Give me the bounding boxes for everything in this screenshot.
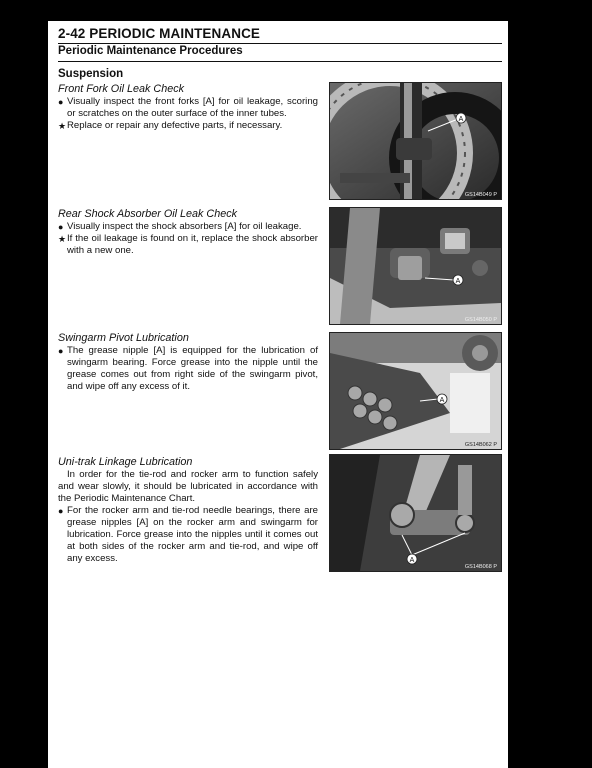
list-item xyxy=(58,233,318,257)
callout-a: A xyxy=(409,557,415,564)
unitrak-photo xyxy=(329,454,502,572)
list-item xyxy=(58,221,318,233)
rear-shock-section xyxy=(58,208,318,257)
front-fork-photo xyxy=(329,82,502,200)
section-heading: Uni-trak Linkage Lubrication xyxy=(58,456,193,468)
section-title: Suspension xyxy=(58,68,124,80)
unitrak-section xyxy=(58,456,318,565)
section-heading: Rear Shock Absorber Oil Leak Check xyxy=(58,208,238,220)
swingarm-photo xyxy=(329,332,502,450)
figure-code: GS14B049 P xyxy=(464,192,497,198)
page-title: 2-42 PERIODIC MAINTENANCE xyxy=(58,26,261,41)
section-heading: Front Fork Oil Leak Check xyxy=(58,83,185,95)
item-text: For the rocker arm and tie-rod needle bearings, there are grease nipples [A] on the rocker arm and swingarm for lubrication. Force grease into the nipples until it comes out at both sides of the rocker arm and tie-rod, and wipe off any excess. xyxy=(67,505,318,564)
front-fork-section xyxy=(58,83,318,132)
callout-a: A xyxy=(458,116,464,123)
list-item xyxy=(58,505,318,565)
item-text: Replace or repair any defective parts, if necessary. xyxy=(67,120,283,131)
star-icon: ★ xyxy=(58,234,67,244)
section-heading: Swingarm Pivot Lubrication xyxy=(58,332,189,344)
swingarm-section xyxy=(58,332,318,393)
figure-code: GS14B062 P xyxy=(464,442,497,448)
bullet-icon: ● xyxy=(58,97,64,107)
star-icon: ★ xyxy=(58,121,67,131)
item-text: The grease nipple [A] is equipped for the lubrication of swingarm bearing. Force grease into the nipple until the grease comes out from right side of the swingarm pivot, and wipe off any excess of it. xyxy=(67,345,318,392)
intro-paragraph: In order for the tie-rod and rocker arm to function safely and wear slowly, it should be lubricated in accordance with the Periodic Maintenance Chart. xyxy=(58,469,318,504)
item-text: Visually inspect the front forks [A] for oil leakage, scoring or scratches on the outer surface of the inner tubes. xyxy=(67,96,318,119)
item-text: Visually inspect the shock absorbers [A] for oil leakage. xyxy=(67,221,302,232)
rear-shock-photo xyxy=(329,207,502,325)
bullet-icon: ● xyxy=(58,222,64,232)
page-subtitle: Periodic Maintenance Procedures xyxy=(58,45,243,57)
list-item xyxy=(58,120,318,132)
bullet-icon: ● xyxy=(58,506,64,516)
bullet-icon: ● xyxy=(58,346,64,356)
subheader-rule xyxy=(58,61,502,62)
list-item xyxy=(58,345,318,393)
header-rule xyxy=(58,43,502,44)
manual-page xyxy=(48,21,508,768)
callout-a: A xyxy=(439,397,445,404)
item-text: If the oil leakage is found on it, replace the shock absorber with a new one. xyxy=(67,233,318,256)
figure-code: GS14B050 P xyxy=(464,317,497,323)
list-item xyxy=(58,96,318,120)
figure-code: GS14B068 P xyxy=(464,564,497,570)
callout-a: A xyxy=(455,278,461,285)
